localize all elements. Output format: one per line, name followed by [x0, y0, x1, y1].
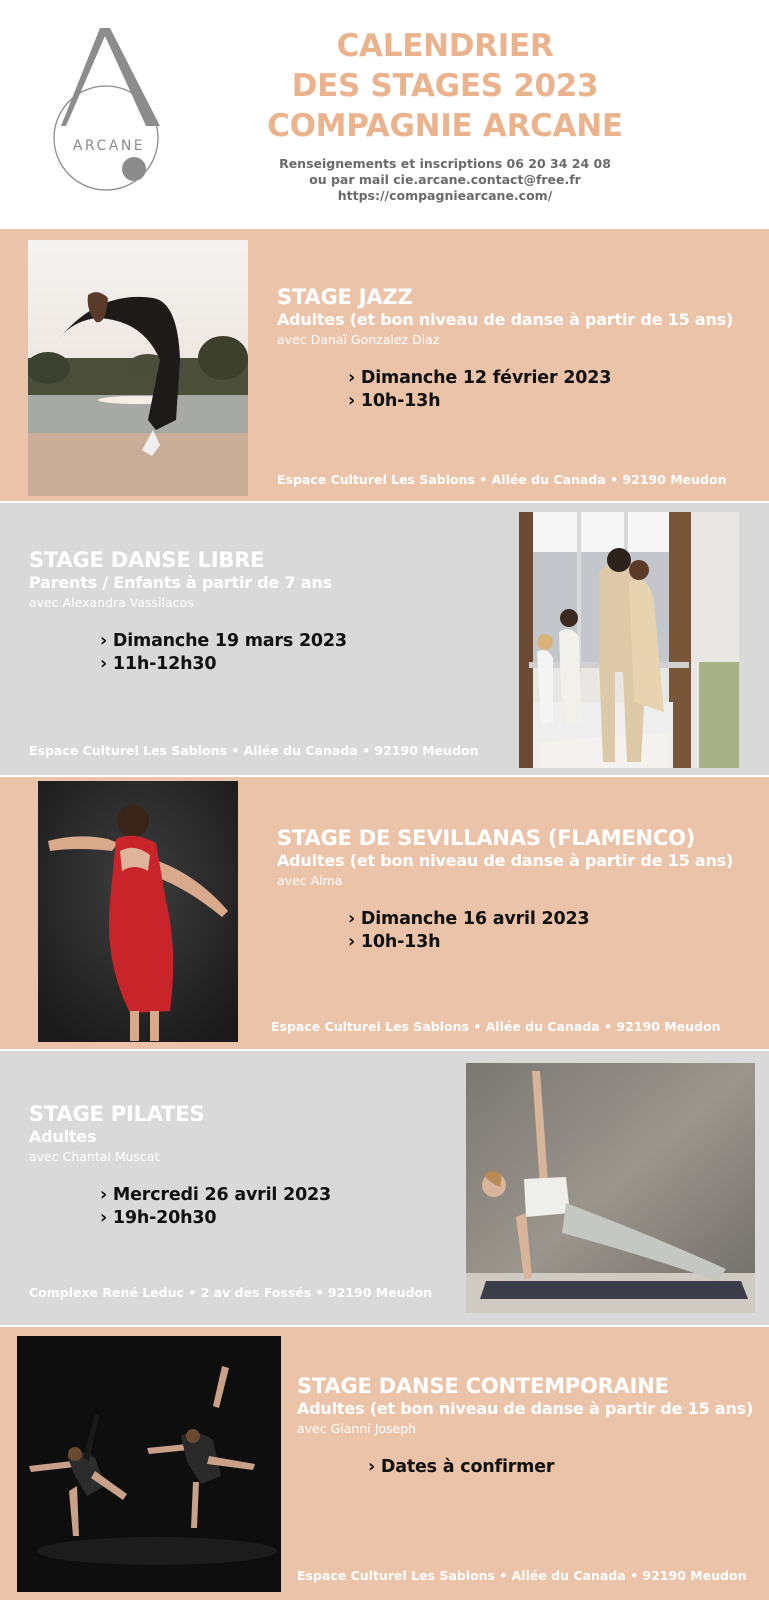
title-line: COMPAGNIE ARCANE	[267, 108, 623, 144]
stage-venue: Espace Culturel Les Sablons • Allée du Canada • 92190 Meudon	[29, 743, 479, 758]
page-title	[250, 26, 640, 146]
stage-public: Parents / Enfants à partir de 7 ans	[29, 573, 332, 592]
contact-phone: Renseignements et inscriptions 06 20 34 24 08	[279, 156, 611, 171]
stage-public: Adultes (et bon niveau de danse à partir de 15 ans)	[277, 310, 734, 329]
stage-teacher: avec Danaï Gonzalez Diaz	[277, 332, 440, 347]
flamenco-dancer-red-dress-photo	[38, 781, 238, 1042]
arcane-logo	[52, 26, 164, 192]
stage-title: STAGE JAZZ	[277, 285, 413, 309]
stage-venue: Espace Culturel Les Sablons • Allée du Canada • 92190 Meudon	[277, 472, 727, 487]
title-line: CALENDRIER	[336, 28, 554, 64]
stage-title: STAGE DE SEVILLANAS (FLAMENCO)	[277, 826, 696, 850]
stage-title: STAGE DANSE LIBRE	[29, 548, 265, 572]
stage-card-pilates	[0, 1051, 769, 1325]
stage-card-jazz	[0, 229, 769, 501]
contact-email[interactable]: ou par mail cie.arcane.contact@free.fr	[309, 172, 581, 187]
stage-teacher: avec Alexandra Vassilacos	[29, 595, 194, 610]
stage-public: Adultes	[29, 1127, 97, 1146]
stage-time: › 11h-12h30	[100, 654, 217, 674]
stage-public: Adultes (et bon niveau de danse à partir de 15 ans)	[297, 1399, 754, 1418]
stage-date: › Dates à confirmer	[368, 1457, 555, 1477]
contemporary-dancers-duo-photo	[17, 1336, 281, 1592]
stage-time: › 10h-13h	[348, 391, 441, 411]
stage-date: › Dimanche 12 février 2023	[348, 368, 612, 388]
contact-website[interactable]: https://compagniearcane.com/	[337, 188, 553, 203]
stage-venue: Espace Culturel Les Sablons • Allée du Canada • 92190 Meudon	[297, 1568, 747, 1583]
stage-public: Adultes (et bon niveau de danse à partir de 15 ans)	[277, 851, 734, 870]
family-dancing-photo	[519, 512, 739, 768]
stage-date: › Mercredi 26 avril 2023	[100, 1185, 331, 1205]
page-header	[0, 0, 769, 226]
logo-text: ARCANE	[72, 138, 146, 154]
stage-teacher: avec Gianni Joseph	[297, 1421, 417, 1436]
contact-info	[250, 156, 640, 204]
stage-card-sevillanas	[0, 777, 769, 1049]
stage-time: › 10h-13h	[348, 932, 441, 952]
stage-time: › 19h-20h30	[100, 1208, 217, 1228]
stage-title: STAGE DANSE CONTEMPORAINE	[297, 1374, 669, 1398]
stage-card-danse-libre	[0, 503, 769, 775]
stage-title: STAGE PILATES	[29, 1102, 205, 1126]
stage-date: › Dimanche 19 mars 2023	[100, 631, 347, 651]
stage-venue: Espace Culturel Les Sablons • Allée du Canada • 92190 Meudon	[271, 1019, 721, 1034]
stage-date: › Dimanche 16 avril 2023	[348, 909, 590, 929]
stage-venue: Complexe René Leduc • 2 av des Fossés • 92190 Meudon	[29, 1285, 433, 1300]
stage-card-contemporaine	[0, 1327, 769, 1600]
stage-teacher: avec Alma	[277, 873, 343, 888]
title-line: DES STAGES 2023	[291, 68, 599, 104]
jazz-dancer-backbend-photo	[28, 240, 248, 496]
stage-teacher: avec Chantal Muscat	[29, 1149, 160, 1164]
pilates-side-plank-photo	[466, 1063, 755, 1313]
